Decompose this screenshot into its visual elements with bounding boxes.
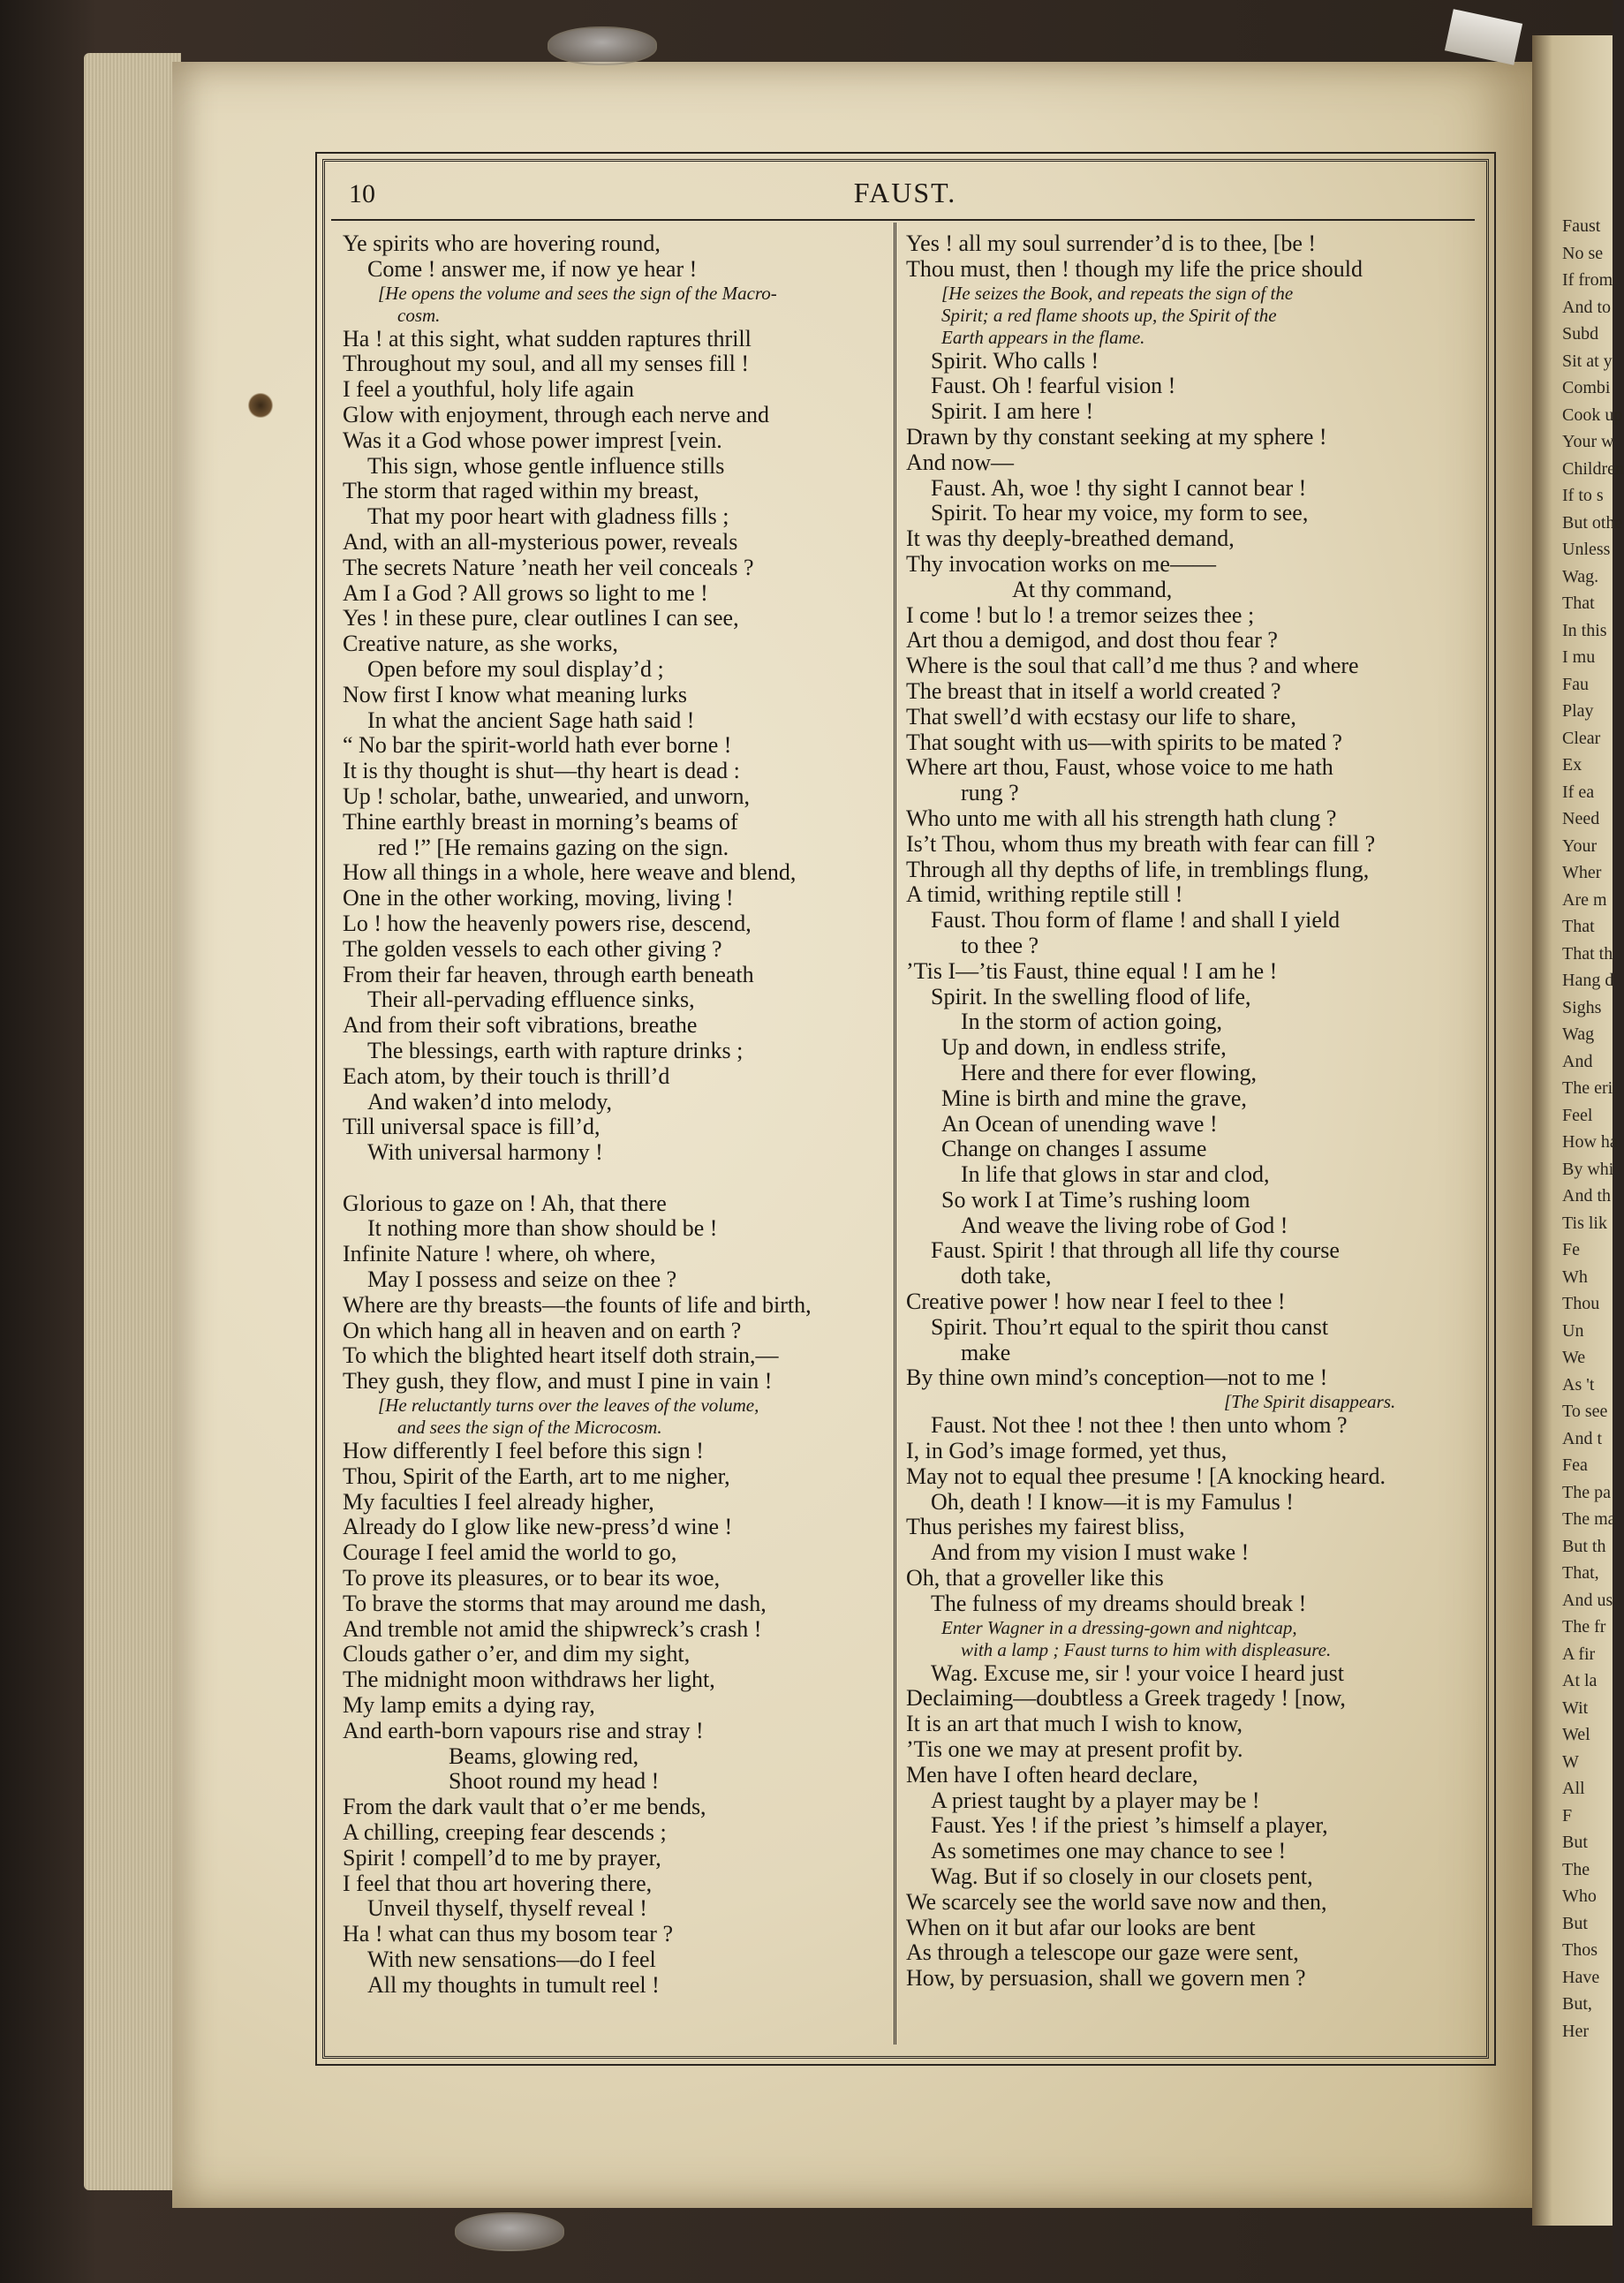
adjacent-page-fragment: But <box>1562 1913 1588 1933</box>
verse-line: That my poor heart with gladness fills ; <box>367 503 729 530</box>
verse-line: Spirit. To hear my voice, my form to see, <box>931 500 1309 526</box>
stage-direction: [The Spirit disappears. <box>1224 1391 1396 1413</box>
adjacent-page-fragment: In this <box>1562 620 1607 640</box>
verse-line: To brave the storms that may around me dash, <box>343 1590 767 1616</box>
adjacent-page-fragment: No se <box>1562 243 1604 263</box>
verse-line: doth take, <box>961 1263 1052 1289</box>
verse-line: Spirit. Who calls ! <box>931 347 1099 374</box>
verse-line: A priest taught by a player may be ! <box>931 1787 1260 1813</box>
verse-line: By thine own mind’s conception—not to me ! <box>906 1365 1328 1391</box>
verse-line: ’Tis I—’tis Faust, thine equal ! I am he ! <box>906 957 1278 984</box>
verse-line: Ye spirits who are hovering round, <box>343 231 661 256</box>
verse-line: Was it a God whose power imprest [vein. <box>343 427 722 453</box>
verse-line: All my thoughts in tumult reel ! <box>367 1971 660 1998</box>
verse-line: I feel that thou art hovering there, <box>343 1870 653 1896</box>
verse-line: Faust. Yes ! if the priest ’s himself a player, <box>931 1812 1328 1839</box>
adjacent-page-fragment: At la <box>1562 1671 1598 1690</box>
stage-direction: Earth appears in the flame. <box>941 326 1145 348</box>
adjacent-page-fragment: As 't <box>1562 1374 1595 1395</box>
adjacent-page-fragment: And us <box>1562 1590 1613 1610</box>
adjacent-page-fragment: But <box>1562 1833 1588 1852</box>
adjacent-page-fragment: Cook up <box>1562 404 1623 425</box>
verse-line: From the dark vault that o’er me bends, <box>343 1794 706 1820</box>
verse-line: Up and down, in endless strife, <box>941 1034 1227 1061</box>
verse-line: “ No bar the spirit-world hath ever borne ! <box>343 732 732 759</box>
verse-line: Art thou a demigod, and dost thou fear ? <box>906 627 1278 654</box>
verse-line: Each atom, by their touch is thrill’d <box>343 1062 670 1089</box>
verse-line: That swell’d with ecstasy our life to share, <box>906 703 1296 730</box>
verse-line: Thou, Spirit of the Earth, art to me nigher, <box>343 1463 730 1489</box>
verse-line: Infinite Nature ! where, oh where, <box>343 1241 656 1267</box>
adjacent-page-fragment: W <box>1562 1751 1579 1772</box>
verse-line: And earth-born vapours rise and stray ! <box>343 1717 704 1743</box>
verse-line: In what the ancient Sage hath said ! <box>367 707 695 733</box>
adjacent-page-fragment: If ea <box>1562 782 1595 802</box>
adjacent-page-fragment: Unless <box>1562 540 1611 559</box>
verse-line: We scarcely see the world save now and then, <box>906 1888 1327 1915</box>
verse-line: Faust. Not thee ! not thee ! then unto whom ? <box>931 1412 1348 1439</box>
verse-line: It is thy thought is shut—thy heart is dead : <box>343 758 740 784</box>
verse-line: Mine is birth and mine the grave, <box>941 1085 1247 1111</box>
verse-line: Shoot round my head ! <box>449 1768 660 1795</box>
adjacent-page-fragment: Feel <box>1562 1105 1593 1125</box>
verse-line: Here and there for ever flowing, <box>961 1059 1257 1085</box>
verse-line: In life that glows in star and clod, <box>961 1161 1270 1188</box>
adjacent-page-fragment: All <box>1562 1779 1585 1798</box>
verse-line: Change on changes I assume <box>941 1136 1207 1162</box>
adjacent-page-fragment: The pa <box>1562 1482 1611 1502</box>
adjacent-page-fragment: Have <box>1562 1967 1600 1987</box>
verse-line: The midnight moon withdraws her light, <box>343 1667 715 1693</box>
adjacent-page-fragment: The ma <box>1562 1509 1616 1529</box>
verse-line: And waken’d into melody, <box>367 1088 613 1115</box>
verse-line: I feel a youthful, holy life again <box>343 376 634 403</box>
verse-line: Faust. Thou form of flame ! and shall I yield <box>931 907 1341 934</box>
verse-line: And from their soft vibrations, breathe <box>343 1012 698 1039</box>
verse-line: Lo ! how the heavenly powers rise, descend, <box>343 910 752 936</box>
adjacent-page-fragment: And to <box>1562 297 1611 317</box>
adjacent-page-fragment: That <box>1562 593 1595 613</box>
adjacent-page-fragment: Her <box>1562 2021 1589 2041</box>
verse-line: And weave the living robe of God ! <box>961 1212 1288 1238</box>
verse-line: Thy invocation works on me—— <box>906 550 1216 577</box>
verse-line: The golden vessels to each other giving ? <box>343 935 722 962</box>
verse-line: This sign, whose gentle influence stills <box>367 452 725 479</box>
adjacent-page-fragment: Fea <box>1562 1455 1588 1475</box>
adjacent-page-fragment: The eri <box>1562 1078 1613 1098</box>
adjacent-page-fragment: Your <box>1562 835 1598 856</box>
adjacent-page-fragment: Ex <box>1562 755 1582 775</box>
verse-line: I come ! but lo ! a tremor seizes thee ; <box>906 601 1255 628</box>
verse-line: The blessings, earth with rapture drinks ; <box>367 1037 744 1063</box>
adjacent-page-fragment: Who <box>1562 1886 1597 1906</box>
verse-line: May I possess and seize on thee ? <box>367 1266 677 1293</box>
adjacent-page-fragment: If from <box>1562 270 1613 290</box>
verse-line: Am I a God ? All grows so light to me ! <box>343 579 708 606</box>
verse-line: Their all-pervading effluence sinks, <box>367 987 695 1013</box>
verse-line: With universal harmony ! <box>367 1139 603 1166</box>
verse-line: To which the blighted heart itself doth strain,— <box>343 1342 779 1369</box>
adjacent-page-fragment: Tis lik <box>1562 1213 1607 1233</box>
verse-line: Thou must, then ! though my life the price should <box>906 255 1363 282</box>
verse-line: An Ocean of unending wave ! <box>941 1110 1218 1137</box>
stage-direction: and sees the sign of the Microcosm. <box>397 1417 662 1439</box>
stage-direction: [He reluctantly turns over the leaves of the volume, <box>378 1395 759 1417</box>
adjacent-page-fragment: The fr <box>1562 1617 1606 1637</box>
verse-line: They gush, they flow, and must I pine in vain ! <box>343 1368 773 1395</box>
verse-line: Ha ! what can thus my bosom tear ? <box>343 1921 674 1947</box>
verse-line: rung ? <box>961 780 1019 806</box>
adjacent-page-fragment: If to s <box>1562 486 1604 505</box>
adjacent-page-fragment: But othe <box>1562 512 1623 533</box>
verse-line: Declaiming—doubtless a Greek tragedy ! [now, <box>906 1685 1346 1712</box>
verse-line: Up ! scholar, bathe, unwearied, and unworn, <box>343 782 751 809</box>
adjacent-page-fragment: How ha <box>1562 1132 1618 1152</box>
verse-line: Spirit. In the swelling flood of life, <box>931 983 1251 1009</box>
verse-line: The secrets Nature ’neath her veil conceals ? <box>343 554 754 580</box>
verse-line: How differently I feel before this sign ! <box>343 1438 704 1464</box>
adjacent-page-fragment: Wh <box>1562 1266 1588 1287</box>
column-divider <box>894 223 896 2045</box>
verse-line: I, in God’s image formed, yet thus, <box>906 1438 1227 1464</box>
adjacent-page-fragment: Are m <box>1562 889 1607 910</box>
verse-line: Till universal space is fill’d, <box>343 1114 601 1140</box>
adjacent-page-fragment: Sit at y <box>1562 351 1613 371</box>
verse-line: It was thy deeply-breathed demand, <box>906 525 1235 552</box>
verse-line: To prove its pleasures, or to bear its woe, <box>343 1565 721 1591</box>
adjacent-page-fragment: Sighs <box>1562 997 1602 1017</box>
verse-line: Where is the soul that call’d me thus ? and where <box>906 653 1359 679</box>
stage-direction: Enter Wagner in a dressing-gown and nightcap, <box>941 1616 1297 1638</box>
verse-line: When on it but afar our looks are bent <box>906 1914 1256 1940</box>
adjacent-page-fragment: Subd <box>1562 324 1599 344</box>
verse-line: Through all thy depths of life, in tremblings flung, <box>906 856 1370 882</box>
verse-line: And from my vision I must wake ! <box>931 1539 1250 1566</box>
verse-line: Glorious to gaze on ! Ah, that there <box>343 1190 667 1216</box>
page-stain <box>247 393 274 418</box>
verse-line: Thus perishes my fairest bliss, <box>906 1514 1185 1540</box>
verse-line: Where are thy breasts—the founts of life and birth, <box>343 1291 812 1318</box>
verse-line: The storm that raged within my breast, <box>343 478 699 504</box>
verse-line: Oh, that a groveller like this <box>906 1565 1164 1591</box>
verse-line: Courage I feel amid the world to go, <box>343 1539 677 1566</box>
adjacent-page-fragment: Hang d <box>1562 971 1614 990</box>
verse-line: Unveil thyself, thyself reveal ! <box>367 1895 647 1922</box>
verse-line: A timid, writhing reptile still ! <box>906 881 1183 908</box>
verse-line: Clouds gather o’er, and dim my sight, <box>343 1641 691 1667</box>
verse-line: Faust. Spirit ! that through all life thy course <box>931 1237 1340 1264</box>
header-rule <box>331 219 1475 221</box>
stage-direction: with a lamp ; Faust turns to him with displeasure. <box>961 1638 1332 1660</box>
adjacent-page-fragment: Fau <box>1562 674 1589 694</box>
verse-line: Ha ! at this sight, what sudden raptures thrill <box>343 325 752 352</box>
verse-line: And tremble not amid the shipwreck’s crash ! <box>343 1615 762 1642</box>
adjacent-page-fragment: Wag. <box>1562 566 1599 586</box>
verse-line: With new sensations—do I feel <box>367 1947 656 1972</box>
adjacent-page-fragment: Wit <box>1562 1697 1589 1718</box>
verse-line: Where art thou, Faust, whose voice to me hath <box>906 754 1333 781</box>
adjacent-page-fragment: But th <box>1562 1536 1606 1556</box>
adjacent-page-fragment: Thou <box>1562 1294 1600 1313</box>
stage-direction: cosm. <box>397 304 441 326</box>
adjacent-page-fragment: By whi <box>1562 1159 1614 1179</box>
verse-line: It nothing more than show should be ! <box>367 1215 718 1242</box>
stage-direction: [He opens the volume and sees the sign of the Macro- <box>378 282 777 304</box>
adjacent-page-fragment: That <box>1562 917 1595 936</box>
adjacent-page-fragment: Wel <box>1562 1725 1590 1744</box>
verse-line: Come ! answer me, if now ye hear ! <box>367 255 698 282</box>
verse-line: Men have I often heard declare, <box>906 1761 1198 1788</box>
verse-line: Open before my soul display’d ; <box>367 655 664 682</box>
verse-line: make <box>961 1339 1011 1365</box>
adjacent-page-fragment: A fir <box>1562 1644 1596 1664</box>
adjacent-page-fragment: And t <box>1562 1428 1602 1448</box>
verse-line: And, with an all-mysterious power, reveals <box>343 528 738 555</box>
verse-line: How, by persuasion, shall we govern men ? <box>906 1965 1306 1992</box>
adjacent-page-fragment: And th <box>1562 1186 1611 1206</box>
right-column <box>906 231 1471 1992</box>
running-title: FAUST. <box>853 177 957 208</box>
stage-direction: [He seizes the Book, and repeats the sign of the <box>941 282 1294 304</box>
verse-line: Glow with enjoyment, through each nerve and <box>343 401 770 427</box>
verse-line: Beams, glowing red, <box>449 1742 639 1769</box>
verse-line: Drawn by thy constant seeking at my sphere ! <box>906 423 1327 450</box>
adjacent-page-fragment: Wher <box>1562 863 1602 882</box>
adjacent-page-fragment: We <box>1562 1348 1586 1367</box>
verse-line: So work I at Time’s rushing loom <box>941 1186 1250 1213</box>
verse-line: One in the other working, moving, living ! <box>343 885 734 911</box>
verse-line: As sometimes one may chance to see ! <box>931 1838 1287 1864</box>
adjacent-page-fragment: Faust <box>1562 216 1601 236</box>
verse-line: red !” [He remains gazing on the sign. <box>378 834 729 860</box>
verse-line: The fulness of my dreams should break ! <box>931 1590 1307 1616</box>
adjacent-page-fragment: Thos <box>1562 1940 1598 1960</box>
adjacent-page-fragment: Children <box>1562 458 1624 479</box>
verse-line: From their far heaven, through earth beneath <box>343 961 754 987</box>
page-number: 10 <box>349 179 375 208</box>
verse-line: Wag. But if so closely in our closets pent, <box>931 1863 1313 1890</box>
verse-line: At thy command, <box>1012 576 1173 602</box>
adjacent-page-fragment: To see <box>1562 1402 1608 1421</box>
verse-line: Spirit. Thou’rt equal to the spirit thou canst <box>931 1313 1329 1340</box>
book-ring-top <box>548 26 657 65</box>
verse-line: Already do I glow like new-press’d wine ! <box>343 1514 733 1540</box>
verse-line: Thine earthly breast in morning’s beams of <box>343 808 738 835</box>
verse-line: to thee ? <box>961 932 1039 958</box>
adjacent-page-fragment: F <box>1562 1805 1573 1826</box>
stage-direction: Spirit; a red flame shoots up, the Spirit of the <box>941 304 1277 326</box>
verse-line: Faust. Ah, woe ! thy sight I cannot bear ! <box>931 474 1307 501</box>
verse-line: That sought with us—with spirits to be mated ? <box>906 729 1342 755</box>
adjacent-page-fragment: That th <box>1562 943 1613 964</box>
verse-line: Creative nature, as she works, <box>343 631 618 657</box>
adjacent-page-fragment: Your w <box>1562 432 1614 451</box>
page-stack-edge <box>84 53 181 2190</box>
verse-line: My faculties I feel already higher, <box>343 1488 654 1515</box>
adjacent-page-fragment: But, <box>1562 1994 1592 2014</box>
adjacent-page-fragment: That, <box>1562 1563 1599 1583</box>
verse-line: In the storm of action going, <box>961 1009 1223 1035</box>
stanza-break <box>343 1166 886 1191</box>
verse-line: Yes ! all my soul surrender’d is to thee, [be ! <box>906 231 1317 256</box>
adjacent-page-fragment: Un <box>1562 1320 1584 1341</box>
adjacent-page-fragment: Combi <box>1562 378 1611 397</box>
verse-line: And now— <box>906 449 1015 475</box>
adjacent-page-fragment: And <box>1562 1051 1593 1071</box>
verse-line: Oh, death ! I know—it is my Famulus ! <box>931 1488 1294 1515</box>
adjacent-page-fragment: Fe <box>1562 1240 1580 1259</box>
adjacent-page-fragment: I mu <box>1562 647 1596 667</box>
verse-line: The breast that in itself a world created ? <box>906 677 1281 704</box>
verse-line: Creative power ! how near I feel to thee ! <box>906 1289 1286 1315</box>
verse-line: Is’t Thou, whom thus my breath with fear can fill ? <box>906 830 1376 857</box>
verse-line: As through a telescope our gaze were sent, <box>906 1939 1299 1966</box>
verse-line: Yes ! in these pure, clear outlines I can see, <box>343 605 739 631</box>
verse-line: On which hang all in heaven and on earth ? <box>343 1317 742 1343</box>
verse-line: My lamp emits a dying ray, <box>343 1692 595 1719</box>
adjacent-page-fragment: Play <box>1562 701 1594 721</box>
adjacent-page-fragment: The <box>1562 1859 1590 1879</box>
verse-line: Spirit. I am here ! <box>931 398 1094 425</box>
adjacent-page-fragment: Need <box>1562 809 1600 828</box>
verse-line: Throughout my soul, and all my senses fill ! <box>343 351 750 377</box>
adjacent-page <box>1532 35 1624 2226</box>
verse-line: It is an art that much I wish to know, <box>906 1711 1243 1737</box>
book-ring-bottom <box>455 2212 564 2251</box>
adjacent-page-fragment: Wag <box>1562 1024 1595 1044</box>
verse-line: A chilling, creeping fear descends ; <box>343 1819 667 1846</box>
verse-line: Now first I know what meaning lurks <box>343 681 687 707</box>
adjacent-page-fragment: Clear <box>1562 728 1601 748</box>
verse-line: Wag. Excuse me, sir ! your voice I heard just <box>931 1659 1344 1686</box>
verse-line: ’Tis one we may at present profit by. <box>906 1736 1243 1763</box>
verse-line: Who unto me with all his strength hath clung ? <box>906 805 1337 831</box>
left-column <box>343 231 886 1999</box>
verse-line: Spirit ! compell’d to me by prayer, <box>343 1844 661 1871</box>
verse-line: May not to equal thee presume ! [A knocking heard. <box>906 1463 1386 1489</box>
verse-line: How all things in a whole, here weave and blend, <box>343 859 797 886</box>
verse-line: Faust. Oh ! fearful vision ! <box>931 373 1176 399</box>
